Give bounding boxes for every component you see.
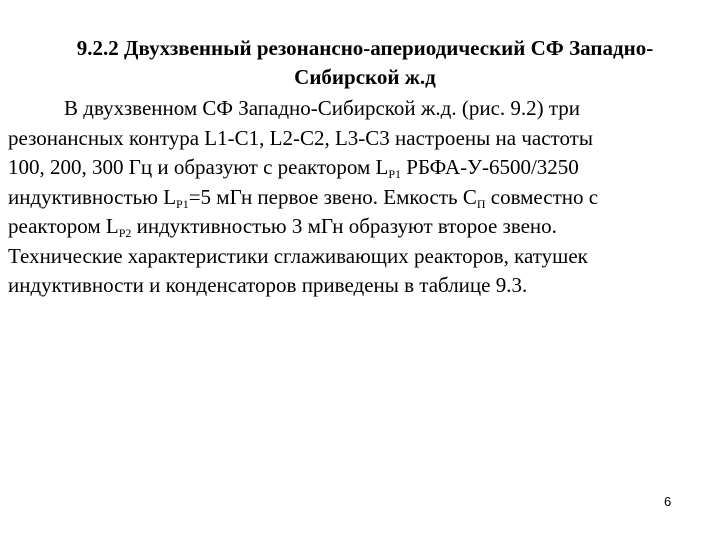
subscript-p2: P2 bbox=[118, 226, 132, 240]
text-fragment: индуктивностью 3 мГн образуют второе звено. bbox=[131, 214, 557, 238]
subscript-p1: P1 bbox=[176, 196, 189, 211]
paragraph-line-5 bbox=[8, 212, 713, 242]
text-fragment: индуктивностью L bbox=[8, 184, 177, 209]
paragraph-line-7: индуктивности и конденсаторов приведены в таблице 9.3. bbox=[8, 273, 528, 297]
text-fragment: реактором L bbox=[8, 214, 119, 238]
subscript-p: П bbox=[476, 196, 486, 211]
heading-line-2: Сибирской ж.д bbox=[294, 65, 436, 89]
paragraph-line-2: резонансных контура L1-C1, L2-C2, L3-C3 настроены на частоты bbox=[8, 125, 593, 150]
section-heading bbox=[20, 34, 710, 92]
paragraph-line-6: Технические характеристики сглаживающих реакторов, катушек bbox=[8, 243, 588, 268]
paragraph-line-3 bbox=[8, 153, 713, 183]
body-paragraph bbox=[8, 94, 713, 301]
heading-line-1: 9.2.2 Двухзвенный резонансно-апериодический СФ Западно- bbox=[76, 36, 654, 60]
text-fragment: РБФА-У-6500/3250 bbox=[401, 155, 579, 179]
paragraph-line-1: В двухзвенном СФ Западно-Сибирской ж.д. (рис. 9.2) три bbox=[64, 96, 581, 120]
text-fragment: =5 мГн первое звено. Емкость С bbox=[188, 184, 477, 209]
text-fragment: совместно с bbox=[485, 184, 599, 209]
text-fragment: 100, 200, 300 Гц и образуют с реактором L bbox=[8, 155, 389, 179]
page-number: 6 bbox=[664, 494, 672, 509]
paragraph-line-4 bbox=[8, 183, 713, 213]
subscript-p1: P1 bbox=[388, 167, 402, 181]
